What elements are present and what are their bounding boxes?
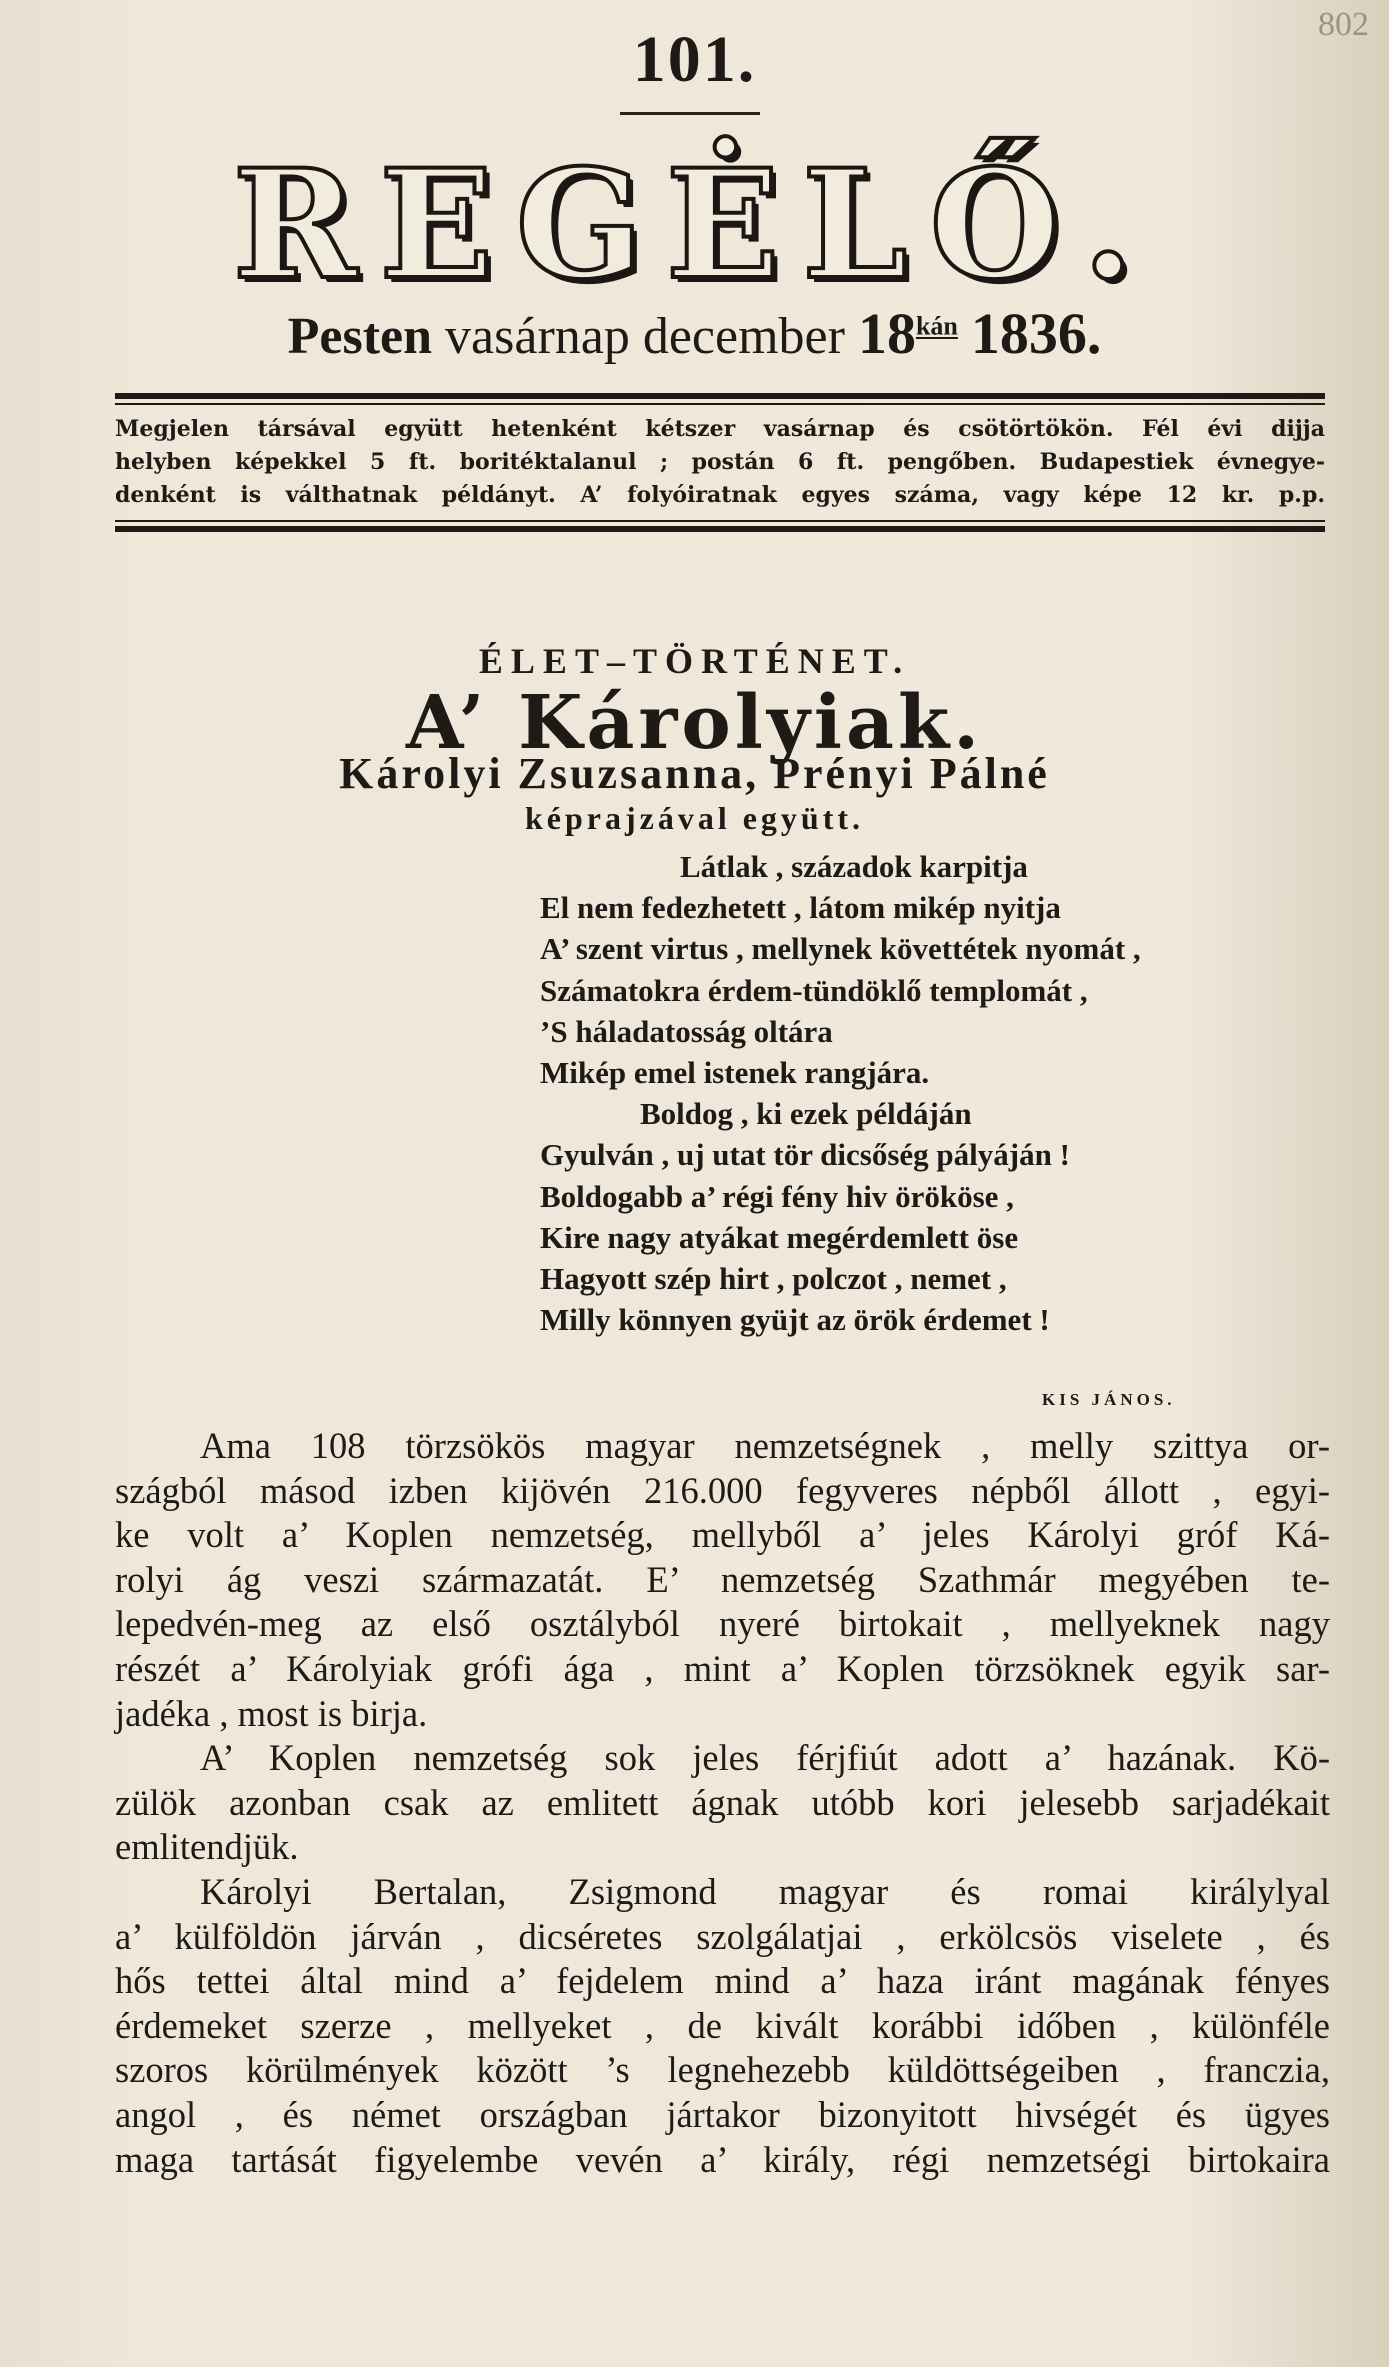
poem-author: KIS JÁNOS. bbox=[1042, 1390, 1176, 1409]
article-title: A’ Károlyiak. bbox=[406, 680, 983, 766]
issue-rule bbox=[620, 112, 760, 115]
dateline-day-suffix: kán bbox=[915, 311, 958, 341]
body-line: a’ külföldön járván , dicséretes szolgálatjai , erkölcsös viselete , és bbox=[115, 1915, 1330, 1957]
subscription-line: helyben képekkel 5 ft. boritéktalanul ; postán 6 ft. pengőben. Budapestiek évnegye- bbox=[115, 449, 1325, 475]
issue-number: 101. bbox=[632, 23, 757, 96]
subscription-line: Megjelen társával együtt hetenként kétszer vasárnap és csötörtökön. Fél évi dijja bbox=[115, 416, 1325, 442]
poem-line: Boldog , ki ezek példáján bbox=[640, 1096, 972, 1132]
subscription-line: denként is válthatnak példányt. A’ folyóiratnak egyes száma, vagy képe 12 kr. p.p. bbox=[115, 482, 1325, 508]
body-line: szoros körülmények között ’s legnehezebb küldöttségeiben , franczia, bbox=[115, 2049, 1330, 2091]
body-line: Ama 108 törzsökös magyar nemzetségnek , melly szittya or- bbox=[200, 1425, 1330, 1466]
rule-top-thin bbox=[115, 403, 1325, 405]
body-line: hős tettei által mind a’ fejdelem mind a’ haza iránt magának fényes bbox=[115, 1960, 1330, 2002]
dateline bbox=[0, 300, 1389, 367]
rule-top-thick bbox=[115, 393, 1325, 399]
body-line: jadéka , most is birja. bbox=[115, 1692, 428, 1734]
poem-line: Gyulván , uj utat tör dicsőség pályáján ! bbox=[540, 1137, 1070, 1173]
rule-bottom-thick bbox=[115, 526, 1325, 532]
poem bbox=[540, 846, 1340, 1340]
body-line: maga tartását figyelembe vevén a’ király, régi nemzetségi birtokaira bbox=[115, 2138, 1330, 2180]
dateline-text: vasárnap december bbox=[445, 308, 845, 365]
article-body bbox=[115, 1424, 1330, 2182]
body-line: részét a’ Károlyiak grófi ága , mint a’ Koplen törzsöknek egyik sar- bbox=[115, 1647, 1330, 1689]
poem-line: Boldogabb a’ régi fény hiv örököse , bbox=[540, 1178, 1014, 1214]
dateline-year: 1836. bbox=[970, 301, 1102, 366]
page-corner-number: 802 bbox=[1318, 6, 1369, 43]
body-line: angol , és német országban jártakor bizonyitott hivségét és ügyes bbox=[115, 2093, 1330, 2135]
dateline-day: 18 bbox=[857, 301, 916, 366]
body-line: A’ Koplen nemzetség sok jeles férjfiút adott a’ hazának. Kö- bbox=[200, 1737, 1330, 1779]
poem-line: A’ szent virtus , mellynek követtétek nyomát , bbox=[540, 931, 1141, 967]
poem-line: Milly könnyen gyüjt az örök érdemet ! bbox=[540, 1302, 1050, 1338]
body-line: szágból másod izben kijövén 216.000 fegyveres népből állott , egyi- bbox=[115, 1469, 1330, 1511]
poem-line: El nem fedezhetett , látom mikép nyitja bbox=[540, 890, 1061, 926]
subscription-notice bbox=[115, 413, 1325, 512]
poem-line: Számatokra érdem-tündöklő templomát , bbox=[540, 972, 1088, 1008]
poem-line: ’S háladatosság oltára bbox=[540, 1013, 833, 1049]
body-line: ke volt a’ Koplen nemzetség, mellyből a’ jeles Károlyi gróf Ká- bbox=[115, 1514, 1330, 1556]
body-line: emlitendjük. bbox=[115, 1826, 299, 1868]
article-subtitle: Károlyi Zsuzsanna, Prényi Pálné bbox=[339, 749, 1050, 798]
poem-line: Hagyott szép hirt , polczot , nemet , bbox=[540, 1261, 1007, 1297]
section-heading: ÉLET–TÖRTÉNET. bbox=[478, 641, 911, 681]
poem-line: Látlak , századok karpitja bbox=[680, 849, 1028, 884]
dateline-place: Pesten bbox=[287, 308, 433, 365]
body-line: Károlyi Bertalan, Zsigmond magyar és romai királylyal bbox=[200, 1870, 1330, 1912]
body-line: rolyi ág veszi származatát. E’ nemzetség Szathmár megyében te- bbox=[115, 1558, 1330, 1600]
body-line: lepedvén-meg az első osztályból nyeré birtokait , mellyeknek nagy bbox=[115, 1603, 1330, 1645]
masthead-title: REGĖLŐ. bbox=[232, 137, 1157, 313]
body-line: zülök azonban csak az emlitett ágnak utóbb kori jelesebb sarjadékait bbox=[115, 1781, 1330, 1823]
poem-line: Mikép emel istenek rangjára. bbox=[540, 1055, 930, 1091]
body-line: érdemeket szerze , mellyeket , de kivált korábbi időben , különféle bbox=[115, 2004, 1330, 2046]
poem-line: Kire nagy atyákat megérdemlett öse bbox=[540, 1219, 1019, 1255]
rule-bottom-thin bbox=[115, 520, 1325, 522]
article-subtitle-2: képrajzával együtt. bbox=[524, 800, 865, 836]
